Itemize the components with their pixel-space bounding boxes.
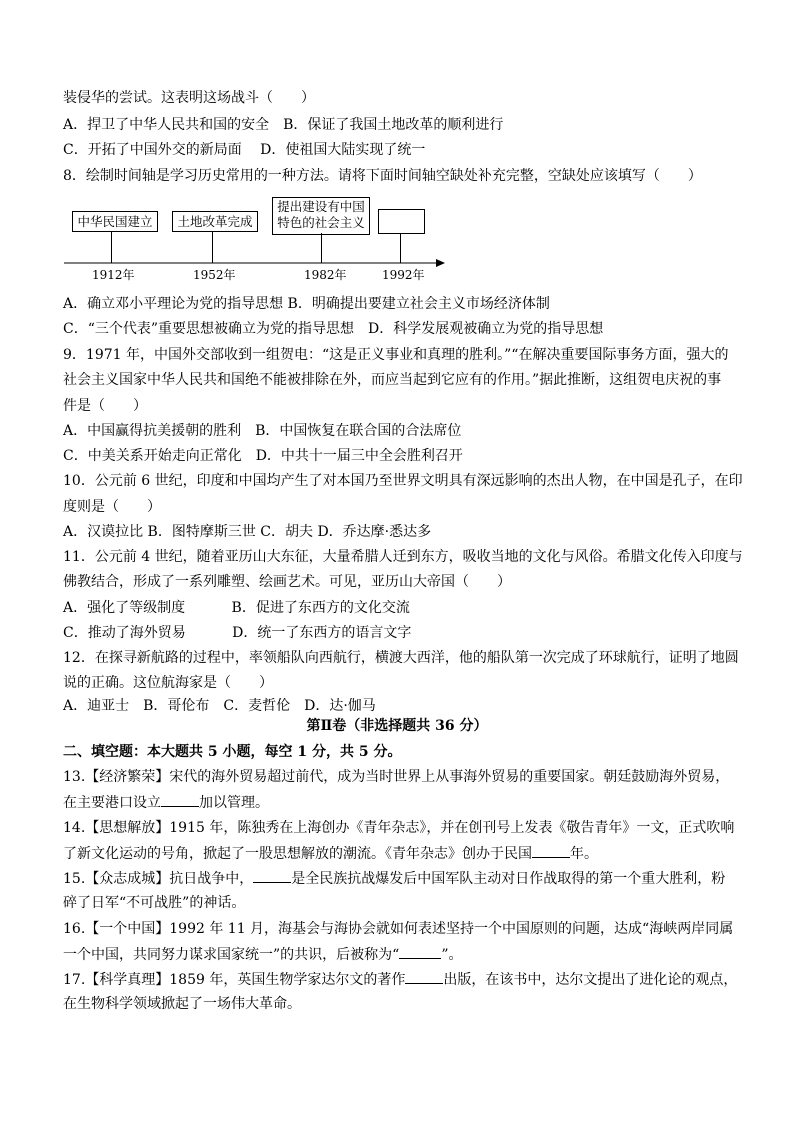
answer-blank[interactable] — [532, 843, 570, 858]
timeline-event-box: 土地改革完成 — [172, 211, 258, 232]
question-14-line — [63, 843, 598, 864]
timeline-event-box — [272, 197, 370, 235]
section-2-title: 第Ⅱ卷（非选择题共 36 分） — [306, 718, 488, 734]
question-13-line — [63, 792, 269, 813]
question-7-options-cd: C．开拓了中国外交的新局面 D．使祖国大陆实现了统一 — [63, 142, 426, 158]
question-15-text: 是全民族抗战爆发后中国军队主动对日作战取得的第一个重大胜利，粉 — [291, 871, 726, 887]
question-17-line: 在生物科学领域掀起了一场伟大革命。 — [63, 996, 301, 1012]
timeline-year-label: 1952年 — [193, 268, 236, 282]
question-12-options: A．迪亚士 B．哥伦布 C．麦哲伦 D．达·伽马 — [63, 698, 376, 714]
question-9-stem: 9．1971 年，中国外交部收到一组贺电：“这是正义事业和真理的胜利。”“在解决重要国际事务方面，强大的 — [63, 347, 729, 363]
section-heading-fill-blank: 二、填空题：本大题共 5 小题，每空 1 分，共 5 分。 — [63, 744, 402, 760]
question-16-line: 16.【一个中国】1992 年 11 月，海基会与海协会就如何表述坚持一个中国原则的问题，达成“海峡两岸同属 — [63, 921, 734, 937]
timeline-event-label-line: 提出建设有中国 — [277, 199, 365, 214]
answer-blank[interactable] — [253, 868, 291, 883]
question-16-text: 一个中国，共同努力谋求国家统一”的共识，后被称为“ — [63, 947, 400, 963]
timeline-year-label: 1982年 — [304, 268, 347, 282]
question-9-options-cd: C．中美关系开始走向正常化 D．中共十一届三中全会胜利召开 — [63, 448, 463, 464]
question-9-stem: 社会主义国家中华人民共和国绝不能被排除在外，而应当起到它应有的作用。”据此推断，这组贺电庆祝的事 — [63, 372, 722, 388]
question-17-line — [63, 969, 737, 990]
timeline-blank-box — [378, 209, 425, 234]
question-11-stem: 佛教结合，形成了一系列雕塑、绘画艺术。可见，亚历山大帝国（ ） — [63, 574, 511, 590]
question-11-stem: 11．公元前 4 世纪，随着亚历山大东征，大量希腊人迁到东方，吸收当地的文化与风俗。希腊文化传入印度与 — [63, 549, 743, 565]
question-12-stem: 12．在探寻新航路的过程中，率领船队向西航行，横渡大西洋，他的船队第一次完成了环球航行，证明了地圆 — [63, 650, 739, 666]
question-7-options-ab: A．捍卫了中华人民共和国的安全 B．保证了我国土地改革的顺利进行 — [63, 117, 504, 133]
timeline-year-label: 1912年 — [92, 268, 135, 282]
timeline-year-label: 1992年 — [382, 268, 425, 282]
question-10-options: A．汉谟拉比 B．图特摩斯三世 C．胡夫 D．乔达摩·悉达多 — [63, 524, 432, 540]
question-16-line — [63, 944, 463, 965]
question-16-text: ”。 — [441, 947, 463, 963]
question-14-line: 14.【思想解放】1915 年，陈独秀在上海创办《青年杂志》，并在创刊号上发表《敬告青年》一文，正式吹响 — [63, 820, 735, 836]
timeline-event-label-line: 特色的社会主义 — [277, 215, 365, 230]
answer-blank[interactable] — [161, 792, 199, 807]
question-12-stem: 说的正确。这位航海家是（ ） — [63, 675, 273, 691]
question-15-text: 15.【众志成城】抗日战争中， — [63, 871, 254, 887]
question-13-text: 在主要港口设立 — [63, 795, 161, 811]
question-13-text: 加以管理。 — [199, 795, 269, 811]
question-14-text: 年。 — [570, 846, 598, 862]
question-7-stem-end: 装侵华的尝试。这表明这场战斗（ ） — [63, 90, 315, 106]
question-15-line — [63, 868, 725, 889]
question-8-stem: 8．绘制时间轴是学习历史常用的一种方法。请将下面时间轴空缺处补充完整，空缺处应该填写（ ） — [63, 168, 702, 184]
question-8-options-cd: C．“三个代表”重要思想被确立为党的指导思想 D．科学发展观被确立为党的指导思想 — [63, 321, 604, 337]
question-8-options-ab: A．确立邓小平理论为党的指导思想 B．明确提出要建立社会主义市场经济体制 — [63, 296, 550, 312]
question-13-line: 13.【经济繁荣】宋代的海外贸易超过前代，成为当时世界上从事海外贸易的重要国家。朝廷鼓励海外贸易， — [63, 769, 730, 785]
question-11-options-ab: A．强化了等级制度 B．促进了东西方的文化交流 — [63, 600, 410, 616]
question-15-line: 碎了日军“不可战胜”的神话。 — [63, 895, 246, 911]
question-11-options-cd: C．推动了海外贸易 D．统一了东西方的语言文字 — [63, 625, 412, 641]
question-9-options-ab: A．中国赢得抗美援朝的胜利 B．中国恢复在联合国的合法席位 — [63, 423, 462, 439]
answer-blank[interactable] — [399, 944, 441, 959]
question-10-stem: 10．公元前 6 世纪，印度和中国均产生了对本国乃至世界文明具有深远影响的杰出人物，在中国是孔子，在印 — [63, 473, 743, 489]
answer-blank[interactable] — [405, 969, 443, 984]
question-17-text: 17.【科学真理】1859 年，英国生物学家达尔文的著作 — [63, 972, 406, 988]
question-9-stem: 件是（ ） — [63, 398, 147, 414]
question-14-text: 了新文化运动的号角，掀起了一股思想解放的潮流。《青年杂志》创办于民国 — [63, 846, 532, 862]
question-17-text: 出版，在该书中，达尔文提出了进化论的观点， — [443, 972, 738, 988]
timeline-event-box: 中华民国建立 — [72, 211, 158, 232]
question-10-stem: 度则是（ ） — [63, 499, 161, 515]
